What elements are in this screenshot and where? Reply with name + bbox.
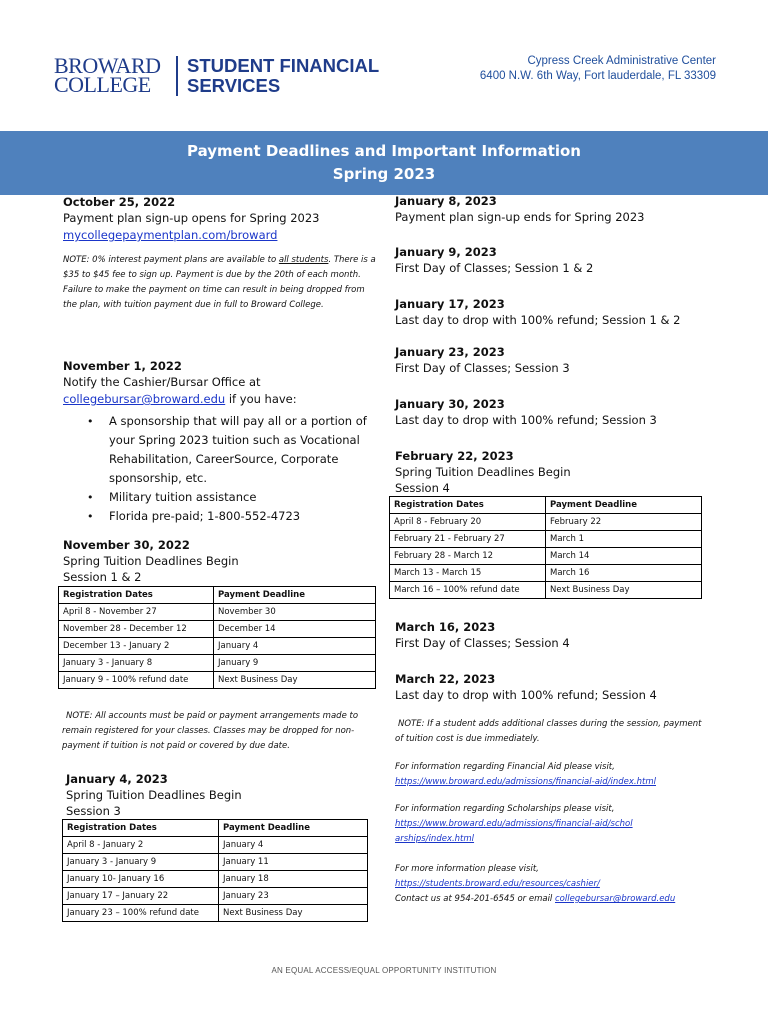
- section-text: Notify the Cashier/Bursar Office at: [63, 375, 261, 389]
- table-row: [59, 655, 376, 672]
- list-item: • A sponsorship that will pay all or a portion of your Spring 2023 tuition such as Vocational Rehabilitation, CareerSource, Corporate sponsorship, etc.: [87, 412, 381, 488]
- section-line-2: Session 4: [395, 481, 450, 495]
- financial-aid-info: [395, 760, 715, 790]
- column-header: Payment Deadline: [219, 820, 368, 837]
- section-line-1: Spring Tuition Deadlines Begin: [395, 465, 571, 479]
- event-text: Last day to drop with 100% refund; Session 1 & 2: [395, 313, 681, 327]
- section-date: November 30, 2022: [63, 538, 190, 552]
- logo-line-2: COLLEGE: [54, 72, 151, 97]
- logo-divider: [176, 56, 178, 96]
- department-line-1: STUDENT FINANCIAL: [187, 55, 380, 76]
- table-cell: January 17 – January 22: [63, 888, 219, 905]
- info-text: For information regarding Financial Aid please visit,: [395, 762, 615, 772]
- section-date: February 22, 2023: [395, 449, 514, 463]
- table-row: [59, 672, 376, 689]
- event-date: January 30, 2023: [395, 397, 505, 411]
- table-cell: January 9: [214, 655, 376, 672]
- table-header-row: [63, 820, 368, 837]
- table-cell: January 11: [219, 854, 368, 871]
- table-row: [390, 531, 702, 548]
- section-feb-22: [395, 448, 725, 599]
- note-label: NOTE: [398, 719, 422, 729]
- table-row: [63, 854, 368, 871]
- table-cell: January 10- January 16: [63, 871, 219, 888]
- section-oct-25: [63, 194, 381, 313]
- deadline-table-session-4: [389, 496, 702, 599]
- table-cell: December 14: [214, 621, 376, 638]
- table-row: [63, 888, 368, 905]
- event-jan-23: [395, 344, 725, 377]
- event-text: Last day to drop with 100% refund; Session 4: [395, 688, 657, 702]
- email-suffix: if you have:: [225, 392, 297, 406]
- cashier-info: [395, 862, 725, 907]
- event-mar-16: [395, 619, 725, 652]
- table-cell: January 3 - January 9: [63, 854, 219, 871]
- list-item: • Florida pre-paid; 1-800-552-4723: [87, 507, 381, 526]
- table-row: [59, 638, 376, 655]
- table-cell: November 28 - December 12: [59, 621, 214, 638]
- note-underlined: all students: [278, 255, 329, 265]
- table-cell: April 8 - January 2: [63, 837, 219, 854]
- section-date: November 1, 2022: [63, 359, 182, 373]
- email-line: [63, 391, 381, 408]
- contact-text: Contact us at 954-201-6545 or email: [395, 894, 555, 904]
- table-row: [63, 871, 368, 888]
- address-line-2: 6400 N.W. 6th Way, Fort lauderdale, FL 33309: [479, 70, 716, 82]
- note-text-rest: . There is a $35 to $45 fee to sign up. Payment is due by the 20th of each month. Failure to make the payment on time can result in being dropped from the plan, with tuition payment due in full to Broward College.: [63, 255, 376, 310]
- table-cell: March 16: [546, 565, 702, 582]
- table-cell: January 23: [219, 888, 368, 905]
- table-cell: Next Business Day: [214, 672, 376, 689]
- event-date: January 17, 2023: [395, 297, 505, 311]
- department-line-2: SERVICES: [187, 75, 281, 96]
- table-cell: March 16 – 100% refund date: [390, 582, 546, 599]
- table-cell: January 3 - January 8: [59, 655, 214, 672]
- add-classes-note: [395, 717, 705, 747]
- event-date: March 22, 2023: [395, 672, 496, 686]
- table-row: [63, 837, 368, 854]
- payment-plan-link[interactable]: mycollegepaymentplan.com/broward: [63, 228, 278, 242]
- event-jan-9: [395, 244, 725, 277]
- table-cell: Next Business Day: [546, 582, 702, 599]
- accounts-note: [62, 709, 380, 754]
- note-text: NOTE: 0% interest payment plans are available to: [63, 255, 279, 265]
- bursar-email-link[interactable]: collegebursar@broward.edu: [63, 392, 226, 406]
- table-row: [390, 514, 702, 531]
- contact-line: [395, 892, 725, 907]
- event-text: Payment plan sign-up ends for Spring 2023: [395, 210, 645, 224]
- table-cell: January 9 - 100% refund date: [59, 672, 214, 689]
- table-header-row: [390, 497, 702, 514]
- event-jan-17: [395, 296, 725, 329]
- section-line-1: Spring Tuition Deadlines Begin: [66, 788, 242, 802]
- table-cell: December 13 - January 2: [59, 638, 214, 655]
- event-text: First Day of Classes; Session 1 & 2: [395, 261, 594, 275]
- event-date: January 8, 2023: [395, 194, 497, 208]
- section-text: Payment plan sign-up opens for Spring 2023: [63, 211, 320, 225]
- event-jan-30: [395, 396, 725, 429]
- note-label: NOTE: [66, 711, 90, 721]
- event-jan-8: [395, 193, 725, 226]
- event-text: First Day of Classes; Session 4: [395, 636, 570, 650]
- contact-email-link[interactable]: collegebursar@broward.edu: [555, 894, 676, 904]
- table-row: [390, 582, 702, 599]
- logo-line-1: BROWARD: [54, 53, 161, 78]
- section-date: January 4, 2023: [66, 772, 168, 786]
- table-cell: November 30: [214, 604, 376, 621]
- table-cell: February 28 - March 12: [390, 548, 546, 565]
- table-cell: February 22: [546, 514, 702, 531]
- table-row: [59, 621, 376, 638]
- deadline-table-session-3: [62, 819, 368, 922]
- section-line-2: Session 3: [66, 804, 121, 818]
- column-header: Registration Dates: [390, 497, 546, 514]
- table-cell: January 4: [214, 638, 376, 655]
- department-name: [187, 56, 407, 96]
- section-line-1: Spring Tuition Deadlines Begin: [63, 554, 239, 568]
- payment-plan-note: [63, 253, 381, 313]
- table-row: [59, 604, 376, 621]
- address-line-1: Cypress Creek Administrative Center: [527, 55, 716, 67]
- event-text: Last day to drop with 100% refund; Session 3: [395, 413, 657, 427]
- table-cell: Next Business Day: [219, 905, 368, 922]
- info-text: For more information please visit,: [395, 864, 539, 874]
- table-header-row: [59, 587, 376, 604]
- column-header: Registration Dates: [63, 820, 219, 837]
- title-banner: [0, 131, 768, 195]
- info-text: For information regarding Scholarships please visit,: [395, 804, 615, 814]
- banner-subtitle: Spring 2023: [332, 165, 436, 183]
- table-row: [390, 565, 702, 582]
- note-text: : All accounts must be paid or payment arrangements made to remain registered for your classes. Classes may be dropped for non-payment if tuition is not paid or covered by due date.: [62, 711, 359, 751]
- table-cell: March 14: [546, 548, 702, 565]
- deadline-table-session-1-2: [58, 586, 376, 689]
- column-header: Registration Dates: [59, 587, 214, 604]
- table-cell: January 23 – 100% refund date: [63, 905, 219, 922]
- table-cell: April 8 - November 27: [59, 604, 214, 621]
- section-line-2: Session 1 & 2: [63, 570, 142, 584]
- financial-aid-link[interactable]: https://www.broward.edu/admissions/financial-aid/index.html: [395, 777, 656, 787]
- table-cell: January 4: [219, 837, 368, 854]
- event-date: January 9, 2023: [395, 245, 497, 259]
- note-text: : If a student adds additional classes during the session, payment of tuition cost is due immediately.: [395, 719, 702, 744]
- scholarships-link[interactable]: https://www.broward.edu/admissions/financial-aid/scholarships/index.html: [395, 819, 633, 844]
- section-nov-30: [63, 537, 381, 689]
- broward-college-logo: [54, 53, 170, 97]
- cashier-link[interactable]: https://students.broward.edu/resources/cashier/: [395, 879, 600, 889]
- event-date: March 16, 2023: [395, 620, 496, 634]
- office-address: [430, 54, 716, 84]
- event-mar-22: [395, 671, 725, 704]
- section-date: October 25, 2022: [63, 195, 176, 209]
- table-cell: January 18: [219, 871, 368, 888]
- event-text: First Day of Classes; Session 3: [395, 361, 570, 375]
- table-cell: February 21 - February 27: [390, 531, 546, 548]
- table-cell: March 1: [546, 531, 702, 548]
- table-cell: April 8 - February 20: [390, 514, 546, 531]
- banner-title: Payment Deadlines and Important Information: [187, 142, 581, 160]
- list-item: • Military tuition assistance: [87, 488, 381, 507]
- column-header: Payment Deadline: [214, 587, 376, 604]
- event-date: January 23, 2023: [395, 345, 505, 359]
- scholarships-info: [395, 802, 635, 847]
- sponsorship-list: [87, 412, 381, 526]
- column-header: Payment Deadline: [546, 497, 702, 514]
- section-jan-4: [66, 771, 376, 922]
- footer-statement: AN EQUAL ACCESS/EQUAL OPPORTUNITY INSTITUTION: [271, 966, 497, 975]
- table-row: [63, 905, 368, 922]
- table-cell: March 13 - March 15: [390, 565, 546, 582]
- section-nov-1: [63, 358, 381, 526]
- table-row: [390, 548, 702, 565]
